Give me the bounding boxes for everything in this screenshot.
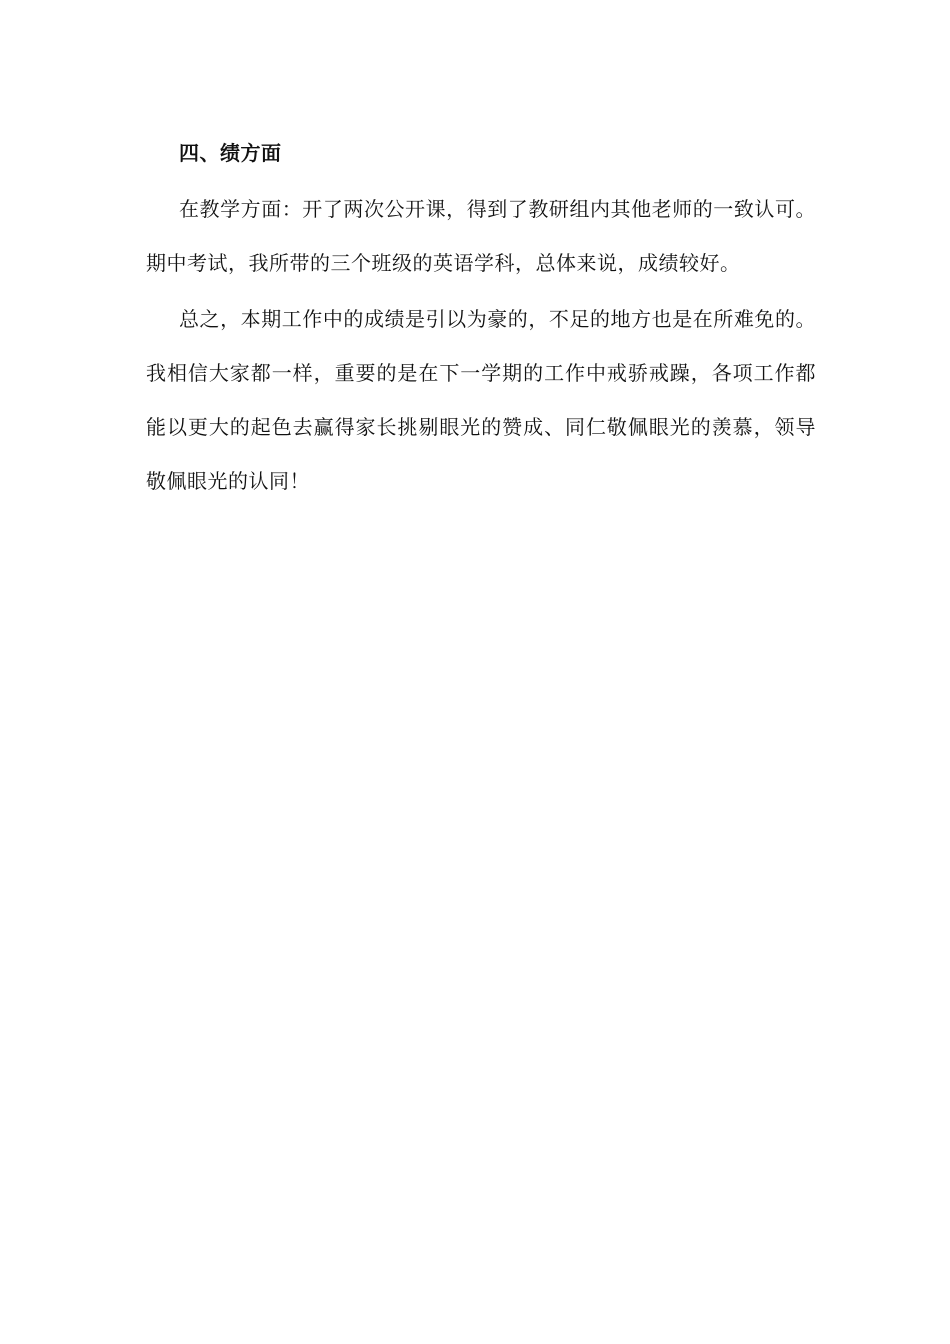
document-body [146,126,816,508]
section-heading: 四、绩方面 [179,141,282,165]
paragraph-summary: 总之，本期工作中的成绩是引以为豪的，不足的地方也是在所难免的。我相信大家都一样，重要的是在下一学期的工作中戒骄戒躁，各项工作都能以更大的起色去赢得家长挑剔眼光的赞成、同仁敬佩眼光的羡慕，领导敬佩眼光的认同！ [146,307,816,493]
paragraph-teaching: 在教学方面：开了两次公开课，得到了教研组内其他老师的一致认可。期中考试，我所带的三个班级的英语学科，总体来说，成绩较好。 [146,197,816,275]
